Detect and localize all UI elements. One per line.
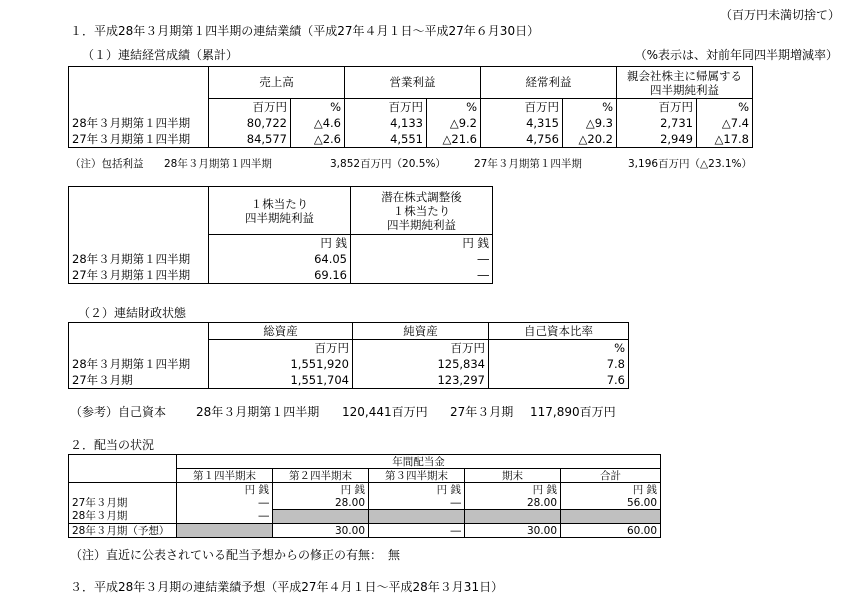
row-label: 28年３月期第１四半期 [69,115,209,131]
row-label: 28年３月期 [69,510,177,524]
cell-total: 60.00 [561,524,661,538]
unit-year-end: 円 銭 [465,483,561,497]
financial-table [68,322,629,389]
cell-q2 [273,510,369,524]
cell-ord-pct: △20.2 [563,131,617,148]
cell-sales-pct: △4.6 [291,115,345,131]
row-label: 27年３月期 [69,372,209,389]
row-label: 27年３月期 [69,496,177,510]
header-assets: 総資産 [209,323,353,340]
unit-q1: 円 銭 [177,483,273,497]
cell-q3 [369,510,465,524]
sub1-title: （１）連結経営成績（累計） [82,48,239,62]
sub1-note: （%表示は、対前年同四半期増減率） [634,48,838,62]
header-ordinary: 経常利益 [481,67,617,99]
cell-ord-pct: △9.3 [563,115,617,131]
header-q3: 第３四半期末 [369,469,465,483]
header-net-income [617,67,753,99]
table-row [69,356,629,372]
cell-q1: ― [177,496,273,510]
header-deps-l3: 四半期純利益 [387,217,456,232]
comprehensive-income-prev-period: 27年３月期第１四半期 [474,158,582,170]
header-eps [209,187,351,235]
row-label: 27年３月期第１四半期 [69,267,209,284]
table-row [69,267,493,284]
header-q1: 第１四半期末 [177,469,273,483]
header-sales: 売上高 [209,67,345,99]
table-row [69,496,661,510]
cell-eps: 69.16 [209,267,351,284]
comprehensive-income-cur-value: 3,852百万円（20.5%） [330,158,446,170]
dividend-revision-note: （注）直近に公表されている配当予想からの修正の有無： 無 [70,548,401,562]
eps-unit-blank [69,235,209,252]
cell-year-end: 28.00 [465,496,561,510]
equity-ref-cur-value: 120,441百万円 [342,405,428,419]
div-header-blank2 [69,469,177,483]
cell-ord: 4,315 [481,115,563,131]
cell-deps: ― [351,251,493,267]
comprehensive-income-cur-period: 28年３月期第１四半期 [164,158,272,170]
cell-deps: ― [351,267,493,284]
table-row [69,510,661,524]
eps-table [68,186,493,284]
unit-note: （百万円未満切捨て） [719,8,840,22]
cell-q3: ― [369,496,465,510]
cell-assets: 1,551,920 [209,356,353,372]
unit-q3: 円 銭 [369,483,465,497]
cell-ni: 2,949 [617,131,697,148]
table-row [69,115,753,131]
cell-total [561,510,661,524]
results-table [68,66,753,148]
header-eps-l1: １株当たり [250,196,309,211]
eps-header-blank [69,187,209,235]
row-label: 28年３月期第１四半期 [69,251,209,267]
table-row [69,524,661,538]
equity-ref-cur-period: 28年３月期第１四半期 [196,405,320,419]
section1-title: １．平成28年３月期第１四半期の連結業績（平成27年４月１日～平成27年６月30日） [70,24,540,38]
cell-op-pct: △9.2 [427,115,481,131]
cell-sales: 84,577 [209,131,291,148]
cell-net-assets: 125,834 [353,356,489,372]
div-unit-blank [69,483,177,497]
financial-title: （２）連結財政状態 [78,306,187,320]
table-row [69,251,493,267]
equity-ref-prev-value: 117,890百万円 [530,405,616,419]
units-blank [69,99,209,116]
cell-ratio: 7.8 [489,356,629,372]
header-eps-l2: 四半期純利益 [245,210,314,225]
unit-total: 円 銭 [561,483,661,497]
cell-ord: 4,756 [481,131,563,148]
cell-op: 4,551 [345,131,427,148]
fin-unit-blank [69,340,209,357]
header-equity-ratio: 自己資本比率 [489,323,629,340]
unit-ni: 百万円 [617,99,697,116]
unit-ni-pct: % [697,99,753,116]
header-deps-l2: １株当たり [392,203,451,218]
cell-sales: 80,722 [209,115,291,131]
cell-q1: ― [177,510,273,524]
cell-op: 4,133 [345,115,427,131]
cell-year-end [465,510,561,524]
div-header-blank [69,455,177,469]
equity-ref-prev-period: 27年３月期 [450,405,514,419]
cell-q2: 28.00 [273,496,369,510]
cell-assets: 1,551,704 [209,372,353,389]
unit-q2: 円 銭 [273,483,369,497]
header-total: 合計 [561,469,661,483]
row-label: 28年３月期第１四半期 [69,356,209,372]
cell-q1 [177,524,273,538]
cell-ni-pct: △7.4 [697,115,753,131]
unit-eps: 円 銭 [209,235,351,252]
cell-total: 56.00 [561,496,661,510]
dividends-table [68,454,661,538]
dividends-title: ２．配当の状況 [70,438,155,452]
section3-title: ３．平成28年３月期の連結業績予想（平成27年４月１日～平成28年３月31日） [70,580,504,594]
header-year-end: 期末 [465,469,561,483]
table-row [69,131,753,148]
header-net-assets: 純資産 [353,323,489,340]
cell-q2: 30.00 [273,524,369,538]
cell-sales-pct: △2.6 [291,131,345,148]
header-operating: 営業利益 [345,67,481,99]
unit-net-assets: 百万円 [353,340,489,357]
comprehensive-income-prev-value: 3,196百万円（△23.1%） [628,158,752,170]
unit-ord-pct: % [563,99,617,116]
header-q2: 第２四半期末 [273,469,369,483]
comprehensive-income-label: （注）包括利益 [70,158,144,170]
cell-eps: 64.05 [209,251,351,267]
header-annual-dividend: 年間配当金 [177,455,661,469]
fin-header-blank [69,323,209,340]
equity-ref-label: （参考）自己資本 [70,405,167,419]
row-label: 27年３月期第１四半期 [69,131,209,148]
cell-op-pct: △21.6 [427,131,481,148]
unit-op: 百万円 [345,99,427,116]
unit-ratio: % [489,340,629,357]
cell-net-assets: 123,297 [353,372,489,389]
cell-ratio: 7.6 [489,372,629,389]
row-label: 28年３月期（予想） [69,524,177,538]
unit-sales: 百万円 [209,99,291,116]
unit-sales-pct: % [291,99,345,116]
unit-assets: 百万円 [209,340,353,357]
header-deps-l1: 潜在株式調整後 [381,189,462,204]
cell-ni: 2,731 [617,115,697,131]
unit-op-pct: % [427,99,481,116]
header-net-income-l2: 四半期純利益 [650,82,719,97]
results-header-blank [69,67,209,99]
cell-ni-pct: △17.8 [697,131,753,148]
unit-deps: 円 銭 [351,235,493,252]
header-net-income-l1: 親会社株主に帰属する [627,68,742,83]
table-row [69,372,629,389]
header-diluted-eps [351,187,493,235]
cell-q3: ― [369,524,465,538]
unit-ord: 百万円 [481,99,563,116]
cell-year-end: 30.00 [465,524,561,538]
